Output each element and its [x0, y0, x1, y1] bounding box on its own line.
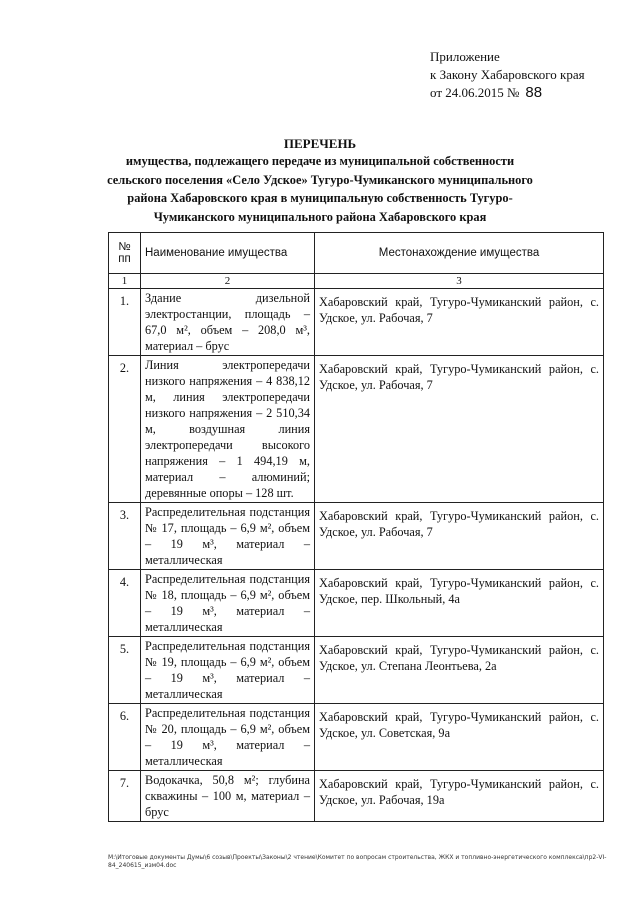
row-location: Хабаровский край, Тугуро-Чумиканский район, с. Удское, ул. Рабочая, 7: [315, 356, 604, 503]
row-location: Хабаровский край, Тугуро-Чумиканский район, с. Удское, ул. Рабочая, 7: [315, 503, 604, 570]
table-row: [109, 704, 604, 771]
header-name: Наименование имущества: [141, 233, 315, 274]
row-name: Распределительная подстанция № 18, площадь – 6,9 м², объем – 19 м³, материал – металлическая: [141, 570, 315, 637]
table-index-row: [109, 274, 604, 289]
property-table: [108, 232, 604, 822]
table-row: [109, 356, 604, 503]
row-number: 7.: [109, 771, 141, 822]
row-location: Хабаровский край, Тугуро-Чумиканский район, с. Удское, ул. Рабочая, 19а: [315, 771, 604, 822]
appendix-line-2: к Закону Хабаровского края: [430, 67, 585, 82]
row-name: Распределительная подстанция № 17, площадь – 6,9 м², объем – 19 м³, материал – металлическая: [141, 503, 315, 570]
row-number: 3.: [109, 503, 141, 570]
row-location: Хабаровский край, Тугуро-Чумиканский район, с. Удское, ул. Степана Леонтьева, 2а: [315, 637, 604, 704]
row-name: Водокачка, 50,8 м²; глубина скважины – 100 м, материал – брус: [141, 771, 315, 822]
document-subtitle: имущества, подлежащего передаче из муниципальной собственности сельского поселения «Село Удское» Тугуро-Чумиканского муниципального района Хабаровского края в муниципальную собственность Тугуро-Чумиканского муниципального района Хабаровского края: [107, 154, 533, 224]
table-row: [109, 289, 604, 356]
row-name: Линия электропередачи низкого напряжения – 4 838,12 м, линия электропередачи низкого напряжения – 2 510,34 м, воздушная линия электропередачи высокого напряжения – 1 494,19 м, материал – алюминий; деревянные опоры – 128 шт.: [141, 356, 315, 503]
row-location: Хабаровский край, Тугуро-Чумиканский район, с. Удское, пер. Школьный, 4а: [315, 570, 604, 637]
header-location: Местонахождение имущества: [315, 233, 604, 274]
row-location: Хабаровский край, Тугуро-Чумиканский район, с. Удское, ул. Рабочая, 7: [315, 289, 604, 356]
table-header-row: [109, 233, 604, 274]
index-cell: 3: [315, 274, 604, 289]
row-number: 5.: [109, 637, 141, 704]
appendix-line-3: [430, 84, 585, 102]
table-row: [109, 637, 604, 704]
row-name: Здание дизельной электростанции, площадь – 67,0 м², объем – 208,0 м³, материал – брус: [141, 289, 315, 356]
row-number: 2.: [109, 356, 141, 503]
row-number: 1.: [109, 289, 141, 356]
table-row: [109, 570, 604, 637]
header-number: № пп: [109, 233, 141, 274]
table-row: [109, 503, 604, 570]
row-name: Распределительная подстанция № 19, площадь – 6,9 м², объем – 19 м³, материал – металлическая: [141, 637, 315, 704]
appendix-date: от 24.06.2015 №: [430, 85, 520, 100]
row-number: 6.: [109, 704, 141, 771]
table-row: [109, 771, 604, 822]
file-path-footer: M:\Итоговые документы Думы\6 созыв\Проекты\Законы\2 чтение\Комитет по вопросам строительства, ЖКХ и топливно-энергетического комплекса\пр2-VI-84_240615_изм04.doc: [108, 854, 607, 869]
appendix-block: [430, 48, 585, 102]
appendix-law-number: 88: [525, 84, 543, 101]
index-cell: 1: [109, 274, 141, 289]
row-number: 4.: [109, 570, 141, 637]
document-title: ПЕРЕЧЕНЬ: [283, 136, 357, 151]
row-location: Хабаровский край, Тугуро-Чумиканский район, с. Удское, ул. Советская, 9а: [315, 704, 604, 771]
index-cell: 2: [141, 274, 315, 289]
appendix-line-1: Приложение: [430, 49, 500, 64]
row-name: Распределительная подстанция № 20, площадь – 6,9 м², объем – 19 м³, материал – металлическая: [141, 704, 315, 771]
